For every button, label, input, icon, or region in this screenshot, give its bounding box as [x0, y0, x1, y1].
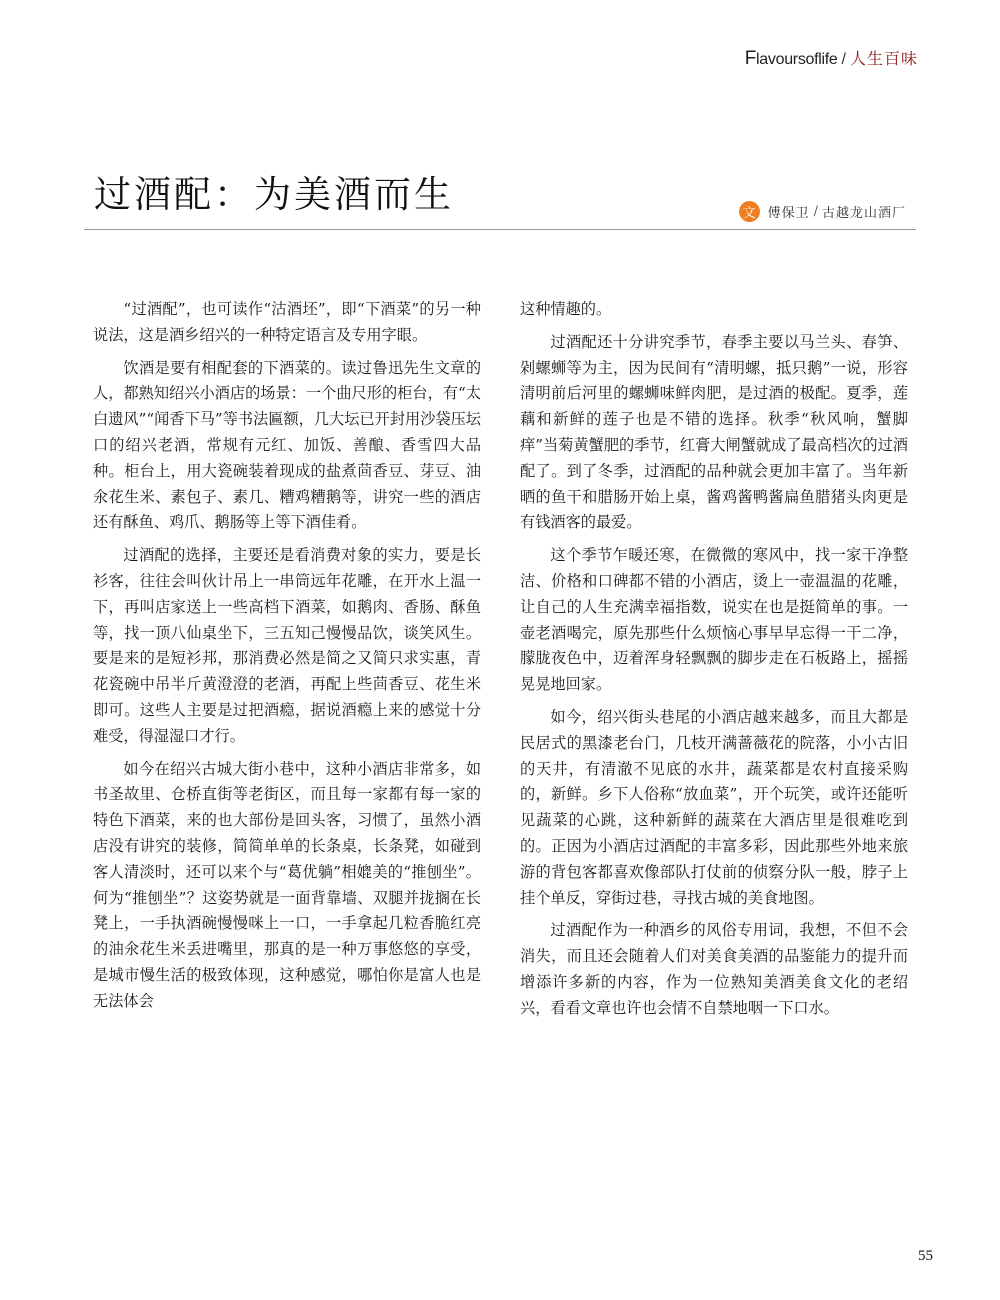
byline	[739, 201, 906, 222]
section-name-english	[744, 48, 838, 69]
paragraph: 过酒配的选择，主要还是看消费对象的实力，要是长衫客，往往会叫伙计吊上一串筒远年花雕，在开水上温一下，再叫店家送上一些高档下酒菜，如鹅肉、香肠、酥鱼等，找一顶八仙桌坐下，三五知己慢慢品饮，谈笑风生。要是来的是短衫邦，那消费必然是简之又简只求实惠，青花瓷碗中吊半斤黄澄澄的老酒，再配上些茴香豆、花生米即可。这些人主要是过把酒瘾，据说酒瘾上来的感觉十分难受，得湿湿口才行。	[93, 546, 481, 745]
byline-separator: /	[813, 204, 818, 219]
section-name-chinese: 人生百味	[849, 51, 918, 68]
paragraph: “过酒配”，也可读作“沽酒坯”，即“下酒菜”的另一种说法，这是酒乡绍兴的一种特定语言及专用字眼。	[93, 300, 481, 344]
paragraph: 过酒配还十分讲究季节，春季主要以马兰头、春笋、剁螺蛳等为主，因为民间有“清明螺，抵只鹅”一说，形容清明前后河里的螺蛳味鲜肉肥，是过酒的极配。夏季，莲藕和新鲜的莲子也是不错的选择。秋季“秋风响，蟹脚痒”当菊黄蟹肥的季节，红膏大闸蟹就成了最高档次的过酒配了。到了冬季，过酒配的品种就会更加丰富了。当年新晒的鱼干和腊肠开始上桌，酱鸡酱鸭酱扁鱼腊猪头肉更是有钱酒客的最爱。	[520, 332, 908, 532]
author-organization: 古越龙山酒厂	[821, 206, 906, 221]
paragraph-continuation: 这种情趣的。	[520, 300, 612, 318]
section-name-rest: lavoursoflife	[756, 51, 838, 68]
article-title: 过酒配：为美酒而生	[94, 173, 454, 216]
right-column	[520, 297, 908, 1029]
section-separator: /	[841, 51, 846, 68]
page-number: 55	[918, 1248, 933, 1264]
section-name-initial: F	[744, 48, 757, 69]
paragraph: 如今在绍兴古城大街小巷中，这种小酒店非常多，如书圣故里、仓桥直街等老街区，而且每一家都有每一家的特色下酒菜，来的也大部份是回头客，习惯了，虽然小酒店没有讲究的装修，简简单单的长条桌，长条凳，如碰到客人清淡时，还可以来个与“葛优躺”相媲美的“推刨坐”。何为“推刨坐”？这姿势就是一面背靠墙、双腿并拢搁在长凳上，一手执酒碗慢慢咪上一口，一手拿起几粒香脆红亮的油氽花生米丢进嘴里，那真的是一种万事悠悠的享受，是城市慢生活的极致体现，这种感觉，哪怕你是富人也是无法体会	[93, 759, 481, 1010]
paragraph: 如今，绍兴街头巷尾的小酒店越来越多，而且大都是民居式的黑漆老台门，几枝开满蔷薇花的院落，小小古旧的天井，有清澈不见底的水井，蔬菜都是农村直接采购的，新鲜。乡下人俗称“放血菜”，开个玩笑，或许还能听见蔬菜的心跳，这种新鲜的蔬菜在大酒店里是很难吃到的。正因为小酒店过酒配的丰富多彩，因此那些外地来旅游的背包客都喜欢像部队打仗前的侦察分队一般，脖子上挂个单反，穿街过巷，寻找古城的美食地图。	[520, 707, 908, 907]
paragraph: 过酒配作为一种酒乡的风俗专用词，我想，不但不会消失，而且还会随着人们对美食美酒的品鉴能力的提升而增添许多新的内容，作为一位熟知美酒美食文化的老绍兴，看看文章也许也会情不自禁地咽一下口水。	[520, 921, 908, 1017]
author-badge-icon: 文	[739, 201, 760, 222]
left-column	[93, 297, 481, 1022]
author-name: 傅保卫	[767, 206, 810, 221]
paragraph: 这个季节乍暖还寒，在微微的寒风中，找一家干净整洁、价格和口碑都不错的小酒店，烫上一壶温温的花雕，让自己的人生充满幸福指数，说实在也是挺简单的事。一壶老酒喝完，原先那些什么烦恼心事早早忘得一干二净，朦胧夜色中，迈着浑身轻飘飘的脚步走在石板路上，摇摇晃晃地回家。	[520, 546, 908, 694]
section-header	[745, 46, 918, 70]
title-divider	[84, 229, 916, 230]
paragraph: 饮酒是要有相配套的下酒菜的。读过鲁迅先生文章的人，都熟知绍兴小酒店的场景：一个曲尺形的柜台，有“太白遗风”“闻香下马”等书法匾额，几大坛已开封用沙袋压坛口的绍兴老酒，常规有元红、加饭、善酿、香雪四大品种。柜台上，用大瓷碗装着现成的盐煮茴香豆、芽豆、油氽花生米、素包子、素几、糟鸡糟鹅等，讲究一些的酒店还有酥鱼、鸡爪、鹅肠等上等下酒佳肴。	[93, 358, 481, 532]
